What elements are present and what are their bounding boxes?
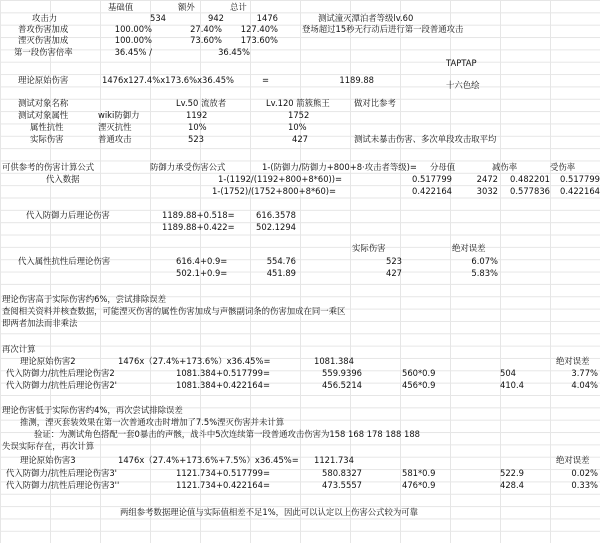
cell-r4-c1[interactable]: 36.45% / [114, 47, 152, 57]
cell-r11-c5[interactable]: 受伤率 [550, 162, 576, 172]
cell-r9-c0[interactable]: 属性抗性 [30, 122, 64, 132]
cell-r0-c1[interactable]: 额外 [178, 2, 195, 12]
cell-r33-c0[interactable]: 两组参考数据理论值与实际值相差不足1%，因此可以认定以上伤害公式较为可靠 [120, 507, 419, 517]
cell-r14-c0[interactable]: 代入防御力后理论伤害 [26, 210, 110, 220]
cell-r31-c1[interactable]: 1121.734+0.517799= [176, 468, 270, 478]
cell-r25-c0[interactable]: 代入防御力/抗性后理论伤害2' [6, 380, 117, 390]
cell-r10-c1[interactable]: 普通攻击 [98, 134, 132, 144]
cell-r10-c2[interactable]: 523 [188, 134, 204, 144]
cell-r6-c0[interactable]: 理论原始伤害 [18, 75, 69, 85]
cell-r3-c0[interactable]: 湮灭伤害加成 [18, 35, 69, 45]
cell-r12-c2[interactable]: 0.517799 [412, 174, 452, 184]
cell-r27-c0[interactable]: 推测，湮灭套装效果在第一次普通攻击时增加了7.5%湮灭伤害并未计算 [20, 417, 285, 427]
cell-r4-c2[interactable]: 36.45% [218, 47, 250, 57]
cell-r32-c4[interactable]: 428.4 [500, 480, 524, 490]
cell-r30-c1[interactable]: 1476x（27.4%+173.6%+7.5%）x36.45%= [118, 455, 299, 465]
cell-r10-c4[interactable]: 测试未暴击伤害、多次单段攻击取平均 [354, 134, 497, 144]
cell-r24-c4[interactable]: 504 [500, 368, 516, 378]
cell-r13-c1[interactable]: 0.422164 [412, 186, 452, 196]
cell-r8-c3[interactable]: 1752 [288, 110, 310, 120]
cell-r25-c2[interactable]: 456.5214 [322, 380, 362, 390]
cell-r2-c3[interactable]: 127.40% [240, 24, 278, 34]
cell-r8-c1[interactable]: wiki防御力 [98, 110, 140, 120]
cell-r2-c0[interactable]: 普攻伤害加成 [18, 24, 69, 34]
cell-r13-c0[interactable]: 1-(1752)/(1752+800+8*60)= [212, 186, 337, 196]
cell-r30-c0[interactable]: 理论原始伤害3 [20, 455, 76, 465]
cell-r17-c3[interactable]: 523 [386, 256, 402, 266]
cell-r10-c3[interactable]: 427 [292, 134, 308, 144]
cell-r1-c4[interactable]: 测试潼灭潭泊者等级lv.60 [318, 13, 414, 23]
cell-r17-c1[interactable]: 616.4+0.9= [176, 256, 228, 266]
cell-r12-c5[interactable]: 0.517799 [560, 174, 600, 184]
cell-r7-c3[interactable]: 做对比参考 [354, 98, 396, 108]
cell-r11-c1[interactable]: 防御力承受伤害公式 [150, 162, 226, 172]
cell-r30-c2[interactable]: 1121.734 [314, 455, 354, 465]
cell-r7-c0[interactable]: 测试对象名称 [18, 98, 69, 108]
cell-r11-c4[interactable]: 减伤率 [492, 162, 518, 172]
cell-r2-c2[interactable]: 27.40% [190, 24, 222, 34]
cell-r31-c0[interactable]: 代入防御力/抗性后理论伤害3' [6, 468, 117, 478]
cell-r9-c1[interactable]: 湮灭抗性 [98, 122, 132, 132]
cell-r12-c1[interactable]: 1-(1192/(1192+800+8*60))= [218, 174, 343, 184]
cell-r26-c0[interactable]: 理论伤害低于实际伤害约4%，再次尝试排除误差 [2, 405, 183, 415]
cell-r23-c3[interactable]: 绝对误差 [556, 356, 590, 366]
cell-r0-c2[interactable]: 总计 [230, 2, 247, 12]
cell-r24-c0[interactable]: 代入防御力/抗性后理论伤害2 [6, 368, 115, 378]
cell-r23-c2[interactable]: 1081.384 [314, 356, 354, 366]
cell-r18-c2[interactable]: 427 [386, 268, 402, 278]
cell-r4-c0[interactable]: 第一段伤害倍率 [14, 47, 73, 57]
cell-r16-c1[interactable]: 绝对误差 [452, 243, 486, 253]
cell-r11-c2[interactable]: 1-(防御力/防御力+800+8·攻击者等级)= [262, 162, 417, 172]
cell-r17-c4[interactable]: 6.07% [471, 256, 498, 266]
cell-r6-c4[interactable]: 十六色绘 [446, 80, 480, 90]
cell-r13-c4[interactable]: 0.422164 [560, 186, 600, 196]
cell-r2-c4[interactable]: 登场超过15秒无行动后进行第一段普通攻击 [302, 24, 464, 34]
cell-r25-c4[interactable]: 410.4 [500, 380, 524, 390]
cell-r7-c2[interactable]: Lv.120 箭簇熊王 [266, 98, 330, 108]
cell-r18-c0[interactable]: 502.1+0.9= [176, 268, 228, 278]
cell-r12-c0[interactable]: 代入数据 [46, 174, 80, 184]
cell-r32-c3[interactable]: 476*0.9 [402, 480, 436, 490]
cell-r6-c3[interactable]: 1189.88 [339, 75, 374, 85]
cell-r32-c0[interactable]: 代入防御力/抗性后理论伤害3'' [6, 480, 120, 490]
cell-r32-c2[interactable]: 473.5557 [322, 480, 362, 490]
cell-r19-c0[interactable]: 理论伤害高于实际伤害约6%，尝试排除误差 [2, 294, 167, 304]
cell-r25-c3[interactable]: 456*0.9 [402, 380, 436, 390]
cell-r1-c0[interactable]: 攻击力 [32, 13, 58, 23]
cell-r9-c2[interactable]: 10% [188, 122, 207, 132]
cell-r23-c1[interactable]: 1476x（27.4%+173.6%）x36.45%= [118, 356, 271, 366]
cell-r24-c2[interactable]: 559.9396 [322, 368, 362, 378]
cell-r6-c1[interactable]: 1476x127.4%x173.6%x36.45% [102, 75, 234, 85]
cell-r31-c2[interactable]: 580.8327 [322, 468, 362, 478]
cell-r25-c5[interactable]: 4.04% [571, 380, 598, 390]
cell-r25-c1[interactable]: 1081.384+0.422164= [176, 380, 270, 390]
cell-r3-c1[interactable]: 100.00% [114, 35, 152, 45]
cell-r13-c2[interactable]: 3032 [476, 186, 498, 196]
cell-r13-c3[interactable]: 0.577836 [510, 186, 550, 196]
cell-r14-c1[interactable]: 1189.88+0.518= [162, 210, 235, 220]
cell-r24-c5[interactable]: 3.77% [571, 368, 598, 378]
cell-r12-c4[interactable]: 0.482201 [510, 174, 550, 184]
cell-r31-c5[interactable]: 0.02% [571, 468, 598, 478]
cell-r21-c0[interactable]: 即两者加法而非乘法 [2, 318, 78, 328]
cell-r7-c1[interactable]: Lv.50 流放者 [176, 98, 227, 108]
cell-r6-c2[interactable]: = [262, 75, 270, 85]
cell-r23-c0[interactable]: 理论原始伤害2 [20, 356, 76, 366]
cell-r17-c2[interactable]: 554.76 [266, 256, 296, 266]
cell-r0-c0[interactable]: 基础值 [108, 2, 134, 12]
cell-r5-c0[interactable]: TAPTAP [446, 58, 477, 68]
cell-r10-c0[interactable]: 实际伤害 [30, 134, 64, 144]
cell-r30-c3[interactable]: 绝对误差 [556, 455, 590, 465]
cell-r28-c0[interactable]: 验证：为测试角色搭配一套0暴击的声骸，战斗中5次连续第一段普通攻击伤害为158 168 178 188 188 [34, 429, 420, 439]
cell-r31-c3[interactable]: 581*0.9 [402, 468, 436, 478]
cell-r9-c3[interactable]: 10% [288, 122, 307, 132]
cell-r16-c0[interactable]: 实际伤害 [352, 243, 386, 253]
cell-r18-c3[interactable]: 5.83% [471, 268, 498, 278]
cell-r1-c1[interactable]: 534 [150, 13, 166, 23]
cell-r2-c1[interactable]: 100.00% [114, 24, 152, 34]
cell-r8-c2[interactable]: 1192 [186, 110, 208, 120]
cell-r1-c3[interactable]: 1476 [256, 13, 278, 23]
cell-r14-c2[interactable]: 616.3578 [256, 210, 296, 220]
cell-r12-c3[interactable]: 2472 [476, 174, 498, 184]
cell-r31-c4[interactable]: 522.9 [500, 468, 524, 478]
cell-r17-c0[interactable]: 代入属性抗性后理论伤害 [18, 256, 111, 266]
cell-r1-c2[interactable]: 942 [208, 13, 224, 23]
cell-r11-c0[interactable]: 可供参考的伤害计算公式 [2, 162, 95, 172]
cell-r18-c1[interactable]: 451.89 [266, 268, 296, 278]
cell-r24-c1[interactable]: 1081.384+0.517799= [176, 368, 270, 378]
cell-r24-c3[interactable]: 560*0.9 [402, 368, 436, 378]
cell-r15-c0[interactable]: 1189.88+0.422= [162, 222, 235, 232]
cell-r3-c2[interactable]: 73.60% [190, 35, 222, 45]
cell-r11-c3[interactable]: 分母值 [430, 162, 456, 172]
cell-r15-c1[interactable]: 502.1294 [256, 222, 296, 232]
cell-r29-c0[interactable]: 失误实际存在，再次计算 [2, 441, 95, 451]
cell-r8-c0[interactable]: 测试对象属性 [18, 110, 69, 120]
cell-r3-c3[interactable]: 173.60% [240, 35, 278, 45]
cell-r32-c1[interactable]: 1121.734+0.422164= [176, 480, 270, 490]
cell-r32-c5[interactable]: 0.33% [571, 480, 598, 490]
cell-r22-c0[interactable]: 再次计算 [2, 344, 36, 354]
cell-r20-c0[interactable]: 查阅相关资料并核查数据，可能湮灭伤害的属性伤害加成与声骸副词条的伤害加成在同一乘区 [2, 306, 346, 316]
